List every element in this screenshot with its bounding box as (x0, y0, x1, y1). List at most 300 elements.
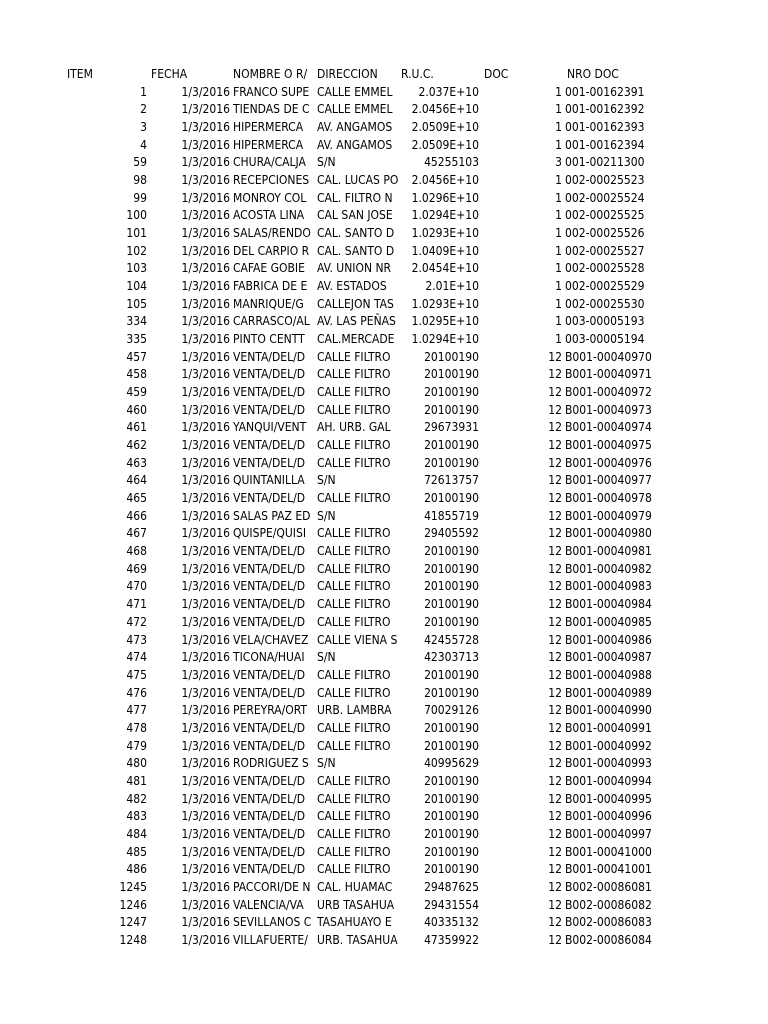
cell-ruc[interactable]: 20100190 (424, 349, 479, 364)
cell-direccion[interactable]: CALLE FILTRO (317, 614, 391, 629)
cell-nombre[interactable]: HIPERMERCA (233, 120, 304, 135)
cell-direccion[interactable]: CALLE FILTRO (317, 791, 391, 806)
cell-nro-doc[interactable]: 002-00025529 (565, 279, 645, 294)
cell-doc[interactable]: 12 (548, 703, 562, 718)
cell-fecha[interactable]: 1/3/2016 (181, 279, 230, 294)
cell-nombre[interactable]: QUISPE/QUISI (233, 526, 307, 541)
cell-fecha[interactable]: 1/3/2016 (181, 226, 230, 241)
cell-item[interactable]: 459 (126, 385, 147, 400)
cell-direccion[interactable]: CALLE FILTRO (317, 667, 391, 682)
cell-ruc[interactable]: 20100190 (424, 491, 479, 506)
cell-ruc[interactable]: 2.01E+10 (425, 279, 479, 294)
cell-nombre[interactable]: VELA/CHAVEZ (233, 632, 309, 647)
cell-nombre[interactable]: FABRICA DE E (233, 279, 308, 294)
cell-nombre[interactable]: VENTA/DEL/D (233, 491, 306, 506)
cell-doc[interactable]: 12 (548, 491, 562, 506)
cell-doc[interactable]: 1 (555, 261, 562, 276)
cell-ruc[interactable]: 41855719 (424, 508, 479, 523)
cell-nombre[interactable]: VENTA/DEL/D (233, 738, 306, 753)
cell-ruc[interactable]: 1.0295E+10 (411, 314, 479, 329)
cell-doc[interactable]: 1 (555, 296, 562, 311)
cell-ruc[interactable]: 20100190 (424, 597, 479, 612)
cell-direccion[interactable]: CALLE FILTRO (317, 773, 391, 788)
cell-item[interactable]: 2 (140, 102, 147, 117)
cell-direccion[interactable]: CALLE FILTRO (317, 579, 391, 594)
cell-nro-doc[interactable]: 002-00025527 (565, 243, 645, 258)
header-item[interactable]: ITEM (67, 67, 93, 81)
cell-nombre[interactable]: CAFAE GOBIE (233, 261, 305, 276)
cell-nro-doc[interactable]: B001-00040973 (565, 402, 652, 417)
cell-nro-doc[interactable]: B001-00040990 (565, 703, 652, 718)
cell-item[interactable]: 483 (126, 809, 147, 824)
cell-doc[interactable]: 12 (548, 932, 562, 947)
cell-nombre[interactable]: VENTA/DEL/D (233, 773, 306, 788)
cell-fecha[interactable]: 1/3/2016 (181, 190, 230, 205)
cell-doc[interactable]: 12 (548, 632, 562, 647)
cell-doc[interactable]: 12 (548, 508, 562, 523)
cell-direccion[interactable]: URB. LAMBRA (317, 703, 392, 718)
cell-ruc[interactable]: 47359922 (424, 932, 479, 947)
cell-nro-doc[interactable]: B001-00040971 (565, 367, 652, 382)
cell-ruc[interactable]: 20100190 (424, 791, 479, 806)
cell-ruc[interactable]: 1.0296E+10 (411, 190, 479, 205)
cell-nro-doc[interactable]: B001-00040974 (565, 420, 652, 435)
cell-ruc[interactable]: 20100190 (424, 367, 479, 382)
cell-item[interactable]: 104 (126, 279, 147, 294)
cell-nombre[interactable]: VENTA/DEL/D (233, 385, 306, 400)
cell-doc[interactable]: 3 (555, 155, 562, 170)
cell-nro-doc[interactable]: 002-00025528 (565, 261, 645, 276)
cell-doc[interactable]: 12 (548, 650, 562, 665)
cell-ruc[interactable]: 20100190 (424, 685, 479, 700)
cell-nro-doc[interactable]: 002-00025525 (565, 208, 645, 223)
cell-item[interactable]: 480 (126, 756, 147, 771)
cell-nro-doc[interactable]: B001-00040982 (565, 561, 652, 576)
cell-nombre[interactable]: VENTA/DEL/D (233, 561, 306, 576)
cell-direccion[interactable]: CALLE FILTRO (317, 862, 391, 877)
cell-item[interactable]: 1247 (119, 915, 147, 930)
cell-nombre[interactable]: TICONA/HUAI (233, 650, 305, 665)
cell-nro-doc[interactable]: B001-00040975 (565, 438, 652, 453)
cell-direccion[interactable]: CAL. FILTRO N (317, 190, 393, 205)
cell-item[interactable]: 4 (140, 137, 147, 152)
cell-ruc[interactable]: 2.037E+10 (418, 84, 479, 99)
cell-fecha[interactable]: 1/3/2016 (181, 296, 230, 311)
cell-doc[interactable]: 12 (548, 579, 562, 594)
cell-ruc[interactable]: 29405592 (424, 526, 479, 541)
cell-direccion[interactable]: CALLE FILTRO (317, 561, 391, 576)
cell-direccion[interactable]: CALLE VIENA S (317, 632, 398, 647)
header-ruc[interactable]: R.U.C. (401, 67, 434, 81)
cell-nombre[interactable]: VENTA/DEL/D (233, 349, 306, 364)
cell-item[interactable]: 463 (126, 455, 147, 470)
cell-item[interactable]: 102 (126, 243, 147, 258)
cell-nombre[interactable]: CHURA/CALJA (233, 155, 306, 170)
cell-ruc[interactable]: 45255103 (424, 155, 479, 170)
cell-ruc[interactable]: 2.0509E+10 (411, 120, 479, 135)
cell-doc[interactable]: 12 (548, 367, 562, 382)
cell-ruc[interactable]: 20100190 (424, 667, 479, 682)
cell-item[interactable]: 461 (126, 420, 147, 435)
cell-item[interactable]: 472 (126, 614, 147, 629)
cell-fecha[interactable]: 1/3/2016 (181, 349, 230, 364)
cell-direccion[interactable]: URB TASAHUA (317, 897, 395, 912)
cell-doc[interactable]: 1 (555, 208, 562, 223)
cell-nro-doc[interactable]: B001-00040986 (565, 632, 652, 647)
cell-fecha[interactable]: 1/3/2016 (181, 862, 230, 877)
cell-doc[interactable]: 12 (548, 667, 562, 682)
cell-fecha[interactable]: 1/3/2016 (181, 402, 230, 417)
cell-item[interactable]: 100 (126, 208, 147, 223)
cell-nombre[interactable]: VENTA/DEL/D (233, 862, 306, 877)
cell-nro-doc[interactable]: 002-00025524 (565, 190, 645, 205)
cell-ruc[interactable]: 2.0509E+10 (411, 137, 479, 152)
cell-item[interactable]: 334 (126, 314, 147, 329)
cell-nombre[interactable]: VENTA/DEL/D (233, 455, 306, 470)
cell-ruc[interactable]: 20100190 (424, 455, 479, 470)
cell-direccion[interactable]: CALLE FILTRO (317, 385, 391, 400)
cell-nombre[interactable]: VENTA/DEL/D (233, 667, 306, 682)
cell-nro-doc[interactable]: B002-00086082 (565, 897, 652, 912)
cell-nro-doc[interactable]: B001-00040996 (565, 809, 652, 824)
header-nombre[interactable]: NOMBRE O R/ (233, 67, 308, 81)
cell-ruc[interactable]: 40995629 (424, 756, 479, 771)
cell-nombre[interactable]: VENTA/DEL/D (233, 809, 306, 824)
cell-doc[interactable]: 12 (548, 455, 562, 470)
cell-fecha[interactable]: 1/3/2016 (181, 597, 230, 612)
cell-item[interactable]: 457 (126, 349, 147, 364)
cell-direccion[interactable]: CAL. SANTO D (317, 226, 395, 241)
cell-fecha[interactable]: 1/3/2016 (181, 614, 230, 629)
cell-nro-doc[interactable]: 003-00005193 (565, 314, 645, 329)
cell-nro-doc[interactable]: B001-00040985 (565, 614, 652, 629)
cell-nombre[interactable]: SALAS PAZ ED (233, 508, 311, 523)
cell-fecha[interactable]: 1/3/2016 (181, 544, 230, 559)
cell-fecha[interactable]: 1/3/2016 (181, 826, 230, 841)
cell-doc[interactable]: 12 (548, 809, 562, 824)
cell-direccion[interactable]: CALLE FILTRO (317, 720, 391, 735)
cell-direccion[interactable]: CALLE EMMEL (317, 102, 393, 117)
cell-doc[interactable]: 12 (548, 526, 562, 541)
cell-item[interactable]: 460 (126, 402, 147, 417)
cell-fecha[interactable]: 1/3/2016 (181, 650, 230, 665)
cell-nro-doc[interactable]: B002-00086083 (565, 915, 652, 930)
cell-nro-doc[interactable]: 001-00211300 (565, 155, 645, 170)
cell-direccion[interactable]: CALLE FILTRO (317, 438, 391, 453)
cell-nombre[interactable]: VENTA/DEL/D (233, 402, 306, 417)
cell-nombre[interactable]: VENTA/DEL/D (233, 579, 306, 594)
cell-item[interactable]: 1248 (119, 932, 147, 947)
cell-direccion[interactable]: CALLE FILTRO (317, 544, 391, 559)
cell-ruc[interactable]: 29431554 (424, 897, 479, 912)
cell-nombre[interactable]: RODRIGUEZ S (233, 756, 309, 771)
cell-ruc[interactable]: 1.0293E+10 (411, 296, 479, 311)
cell-nombre[interactable]: VILLAFUERTE/ (233, 932, 308, 947)
cell-nombre[interactable]: RECEPCIONES (233, 173, 310, 188)
cell-direccion[interactable]: CALLE FILTRO (317, 809, 391, 824)
cell-item[interactable]: 467 (126, 526, 147, 541)
cell-nro-doc[interactable]: 002-00025530 (565, 296, 645, 311)
cell-ruc[interactable]: 42303713 (424, 650, 479, 665)
cell-direccion[interactable]: CALLE FILTRO (317, 738, 391, 753)
cell-doc[interactable]: 1 (555, 243, 562, 258)
cell-item[interactable]: 1 (140, 84, 147, 99)
cell-nombre[interactable]: SALAS/RENDO (233, 226, 311, 241)
cell-ruc[interactable]: 1.0293E+10 (411, 226, 479, 241)
cell-ruc[interactable]: 1.0409E+10 (411, 243, 479, 258)
cell-ruc[interactable]: 20100190 (424, 561, 479, 576)
cell-nombre[interactable]: VENTA/DEL/D (233, 685, 306, 700)
cell-nombre[interactable]: MANRIQUE/G (233, 296, 304, 311)
cell-ruc[interactable]: 20100190 (424, 720, 479, 735)
cell-nro-doc[interactable]: B002-00086084 (565, 932, 652, 947)
cell-nro-doc[interactable]: 003-00005194 (565, 332, 645, 347)
cell-fecha[interactable]: 1/3/2016 (181, 367, 230, 382)
cell-nombre[interactable]: VENTA/DEL/D (233, 544, 306, 559)
cell-fecha[interactable]: 1/3/2016 (181, 314, 230, 329)
cell-doc[interactable]: 1 (555, 190, 562, 205)
cell-nombre[interactable]: FRANCO SUPE (233, 84, 310, 99)
cell-item[interactable]: 476 (126, 685, 147, 700)
cell-direccion[interactable]: S/N (317, 155, 336, 170)
cell-item[interactable]: 99 (133, 190, 147, 205)
cell-direccion[interactable]: S/N (317, 756, 336, 771)
cell-ruc[interactable]: 20100190 (424, 738, 479, 753)
cell-ruc[interactable]: 20100190 (424, 862, 479, 877)
cell-doc[interactable]: 12 (548, 402, 562, 417)
cell-nro-doc[interactable]: B001-00040993 (565, 756, 652, 771)
cell-fecha[interactable]: 1/3/2016 (181, 155, 230, 170)
cell-nombre[interactable]: VENTA/DEL/D (233, 438, 306, 453)
cell-fecha[interactable]: 1/3/2016 (181, 791, 230, 806)
cell-ruc[interactable]: 20100190 (424, 844, 479, 859)
cell-nro-doc[interactable]: B001-00040987 (565, 650, 652, 665)
cell-item[interactable]: 458 (126, 367, 147, 382)
cell-direccion[interactable]: CALLEJON TAS (317, 296, 394, 311)
cell-nro-doc[interactable]: B001-00040972 (565, 385, 652, 400)
cell-item[interactable]: 475 (126, 667, 147, 682)
cell-nro-doc[interactable]: B001-00041001 (565, 862, 652, 877)
cell-doc[interactable]: 12 (548, 685, 562, 700)
cell-item[interactable]: 101 (126, 226, 147, 241)
cell-nombre[interactable]: VENTA/DEL/D (233, 826, 306, 841)
cell-item[interactable]: 335 (126, 332, 147, 347)
cell-ruc[interactable]: 70029126 (424, 703, 479, 718)
cell-fecha[interactable]: 1/3/2016 (181, 208, 230, 223)
cell-doc[interactable]: 1 (555, 279, 562, 294)
cell-ruc[interactable]: 20100190 (424, 809, 479, 824)
cell-fecha[interactable]: 1/3/2016 (181, 756, 230, 771)
cell-direccion[interactable]: CAL. SANTO D (317, 243, 395, 258)
cell-fecha[interactable]: 1/3/2016 (181, 561, 230, 576)
cell-doc[interactable]: 12 (548, 773, 562, 788)
cell-doc[interactable]: 12 (548, 915, 562, 930)
cell-fecha[interactable]: 1/3/2016 (181, 720, 230, 735)
cell-nombre[interactable]: VENTA/DEL/D (233, 844, 306, 859)
cell-item[interactable]: 486 (126, 862, 147, 877)
cell-ruc[interactable]: 20100190 (424, 579, 479, 594)
cell-nro-doc[interactable]: B001-00040979 (565, 508, 652, 523)
cell-direccion[interactable]: CALLE FILTRO (317, 844, 391, 859)
cell-fecha[interactable]: 1/3/2016 (181, 332, 230, 347)
cell-direccion[interactable]: CALLE FILTRO (317, 367, 391, 382)
cell-nro-doc[interactable]: 002-00025523 (565, 173, 645, 188)
cell-nombre[interactable]: VENTA/DEL/D (233, 791, 306, 806)
cell-fecha[interactable]: 1/3/2016 (181, 632, 230, 647)
cell-ruc[interactable]: 20100190 (424, 614, 479, 629)
cell-item[interactable]: 482 (126, 791, 147, 806)
cell-direccion[interactable]: CALLE FILTRO (317, 526, 391, 541)
cell-direccion[interactable]: CALLE EMMEL (317, 84, 393, 99)
cell-fecha[interactable]: 1/3/2016 (181, 261, 230, 276)
header-direccion[interactable]: DIRECCION (317, 67, 378, 81)
cell-nro-doc[interactable]: B001-00040978 (565, 491, 652, 506)
cell-doc[interactable]: 1 (555, 102, 562, 117)
cell-nro-doc[interactable]: 002-00025526 (565, 226, 645, 241)
cell-doc[interactable]: 12 (548, 844, 562, 859)
cell-item[interactable]: 465 (126, 491, 147, 506)
cell-item[interactable]: 98 (133, 173, 147, 188)
cell-direccion[interactable]: CALLE FILTRO (317, 402, 391, 417)
cell-doc[interactable]: 12 (548, 826, 562, 841)
cell-nro-doc[interactable]: B001-00040992 (565, 738, 652, 753)
cell-direccion[interactable]: CALLE FILTRO (317, 349, 391, 364)
cell-fecha[interactable]: 1/3/2016 (181, 173, 230, 188)
cell-fecha[interactable]: 1/3/2016 (181, 385, 230, 400)
cell-item[interactable]: 462 (126, 438, 147, 453)
header-doc[interactable]: DOC (484, 67, 509, 81)
cell-ruc[interactable]: 2.0454E+10 (411, 261, 479, 276)
cell-direccion[interactable]: CALLE FILTRO (317, 455, 391, 470)
cell-fecha[interactable]: 1/3/2016 (181, 137, 230, 152)
cell-doc[interactable]: 12 (548, 420, 562, 435)
cell-ruc[interactable]: 20100190 (424, 402, 479, 417)
cell-doc[interactable]: 12 (548, 738, 562, 753)
cell-nro-doc[interactable]: 001-00162394 (565, 137, 645, 152)
cell-nombre[interactable]: MONROY COL (233, 190, 307, 205)
cell-doc[interactable]: 12 (548, 862, 562, 877)
cell-nombre[interactable]: PEREYRA/ORT (233, 703, 307, 718)
cell-fecha[interactable]: 1/3/2016 (181, 738, 230, 753)
cell-fecha[interactable]: 1/3/2016 (181, 102, 230, 117)
cell-fecha[interactable]: 1/3/2016 (181, 491, 230, 506)
cell-doc[interactable]: 12 (548, 544, 562, 559)
cell-nombre[interactable]: YANQUI/VENT (233, 420, 307, 435)
cell-fecha[interactable]: 1/3/2016 (181, 455, 230, 470)
cell-fecha[interactable]: 1/3/2016 (181, 703, 230, 718)
cell-nro-doc[interactable]: 001-00162391 (565, 84, 645, 99)
cell-fecha[interactable]: 1/3/2016 (181, 84, 230, 99)
cell-nro-doc[interactable]: B001-00040989 (565, 685, 652, 700)
cell-direccion[interactable]: S/N (317, 650, 336, 665)
cell-direccion[interactable]: S/N (317, 473, 336, 488)
cell-nro-doc[interactable]: B001-00040991 (565, 720, 652, 735)
cell-doc[interactable]: 12 (548, 897, 562, 912)
cell-direccion[interactable]: AV. ESTADOS (317, 279, 387, 294)
cell-ruc[interactable]: 72613757 (424, 473, 479, 488)
cell-direccion[interactable]: AV. LAS PEÑAS (317, 314, 396, 329)
cell-item[interactable]: 103 (126, 261, 147, 276)
cell-direccion[interactable]: CAL SAN JOSE (317, 208, 393, 223)
cell-item[interactable]: 1246 (119, 897, 147, 912)
cell-fecha[interactable]: 1/3/2016 (181, 773, 230, 788)
cell-nro-doc[interactable]: B001-00040995 (565, 791, 652, 806)
cell-ruc[interactable]: 20100190 (424, 438, 479, 453)
cell-fecha[interactable]: 1/3/2016 (181, 915, 230, 930)
cell-ruc[interactable]: 42455728 (424, 632, 479, 647)
cell-ruc[interactable]: 20100190 (424, 544, 479, 559)
cell-item[interactable]: 478 (126, 720, 147, 735)
cell-direccion[interactable]: CAL. LUCAS PO (317, 173, 399, 188)
cell-item[interactable]: 3 (140, 120, 147, 135)
cell-fecha[interactable]: 1/3/2016 (181, 667, 230, 682)
cell-ruc[interactable]: 29673931 (424, 420, 479, 435)
cell-nro-doc[interactable]: B001-00040997 (565, 826, 652, 841)
cell-doc[interactable]: 12 (548, 879, 562, 894)
cell-doc[interactable]: 1 (555, 120, 562, 135)
cell-direccion[interactable]: CALLE FILTRO (317, 826, 391, 841)
cell-doc[interactable]: 12 (548, 614, 562, 629)
cell-nombre[interactable]: PINTO CENTT (233, 332, 305, 347)
cell-fecha[interactable]: 1/3/2016 (181, 932, 230, 947)
cell-direccion[interactable]: CAL.MERCADE (317, 332, 395, 347)
cell-direccion[interactable]: AV. ANGAMOS (317, 120, 393, 135)
cell-item[interactable]: 1245 (119, 879, 147, 894)
cell-direccion[interactable]: CALLE FILTRO (317, 597, 391, 612)
cell-nombre[interactable]: VALENCIA/VA (233, 897, 304, 912)
cell-fecha[interactable]: 1/3/2016 (181, 120, 230, 135)
cell-item[interactable]: 479 (126, 738, 147, 753)
cell-nombre[interactable]: VENTA/DEL/D (233, 720, 306, 735)
cell-direccion[interactable]: AV. ANGAMOS (317, 137, 393, 152)
cell-nro-doc[interactable]: B001-00040981 (565, 544, 652, 559)
cell-nombre[interactable]: VENTA/DEL/D (233, 597, 306, 612)
cell-direccion[interactable]: AV. UNION NR (317, 261, 392, 276)
cell-direccion[interactable]: TASAHUAYO E (317, 915, 392, 930)
cell-doc[interactable]: 12 (548, 349, 562, 364)
header-fecha[interactable]: FECHA (151, 67, 188, 81)
cell-direccion[interactable]: CAL. HUAMAC (317, 879, 393, 894)
cell-doc[interactable]: 12 (548, 756, 562, 771)
cell-doc[interactable]: 1 (555, 137, 562, 152)
cell-doc[interactable]: 1 (555, 314, 562, 329)
cell-nro-doc[interactable]: B001-00040977 (565, 473, 652, 488)
cell-nombre[interactable]: SEVILLANOS C (233, 915, 312, 930)
cell-ruc[interactable]: 20100190 (424, 773, 479, 788)
cell-nro-doc[interactable]: B001-00040994 (565, 773, 652, 788)
cell-ruc[interactable]: 40335132 (424, 915, 479, 930)
cell-fecha[interactable]: 1/3/2016 (181, 579, 230, 594)
cell-nro-doc[interactable]: B001-00040983 (565, 579, 652, 594)
cell-nombre[interactable]: QUINTANILLA (233, 473, 305, 488)
cell-item[interactable]: 484 (126, 826, 147, 841)
cell-item[interactable]: 474 (126, 650, 147, 665)
cell-direccion[interactable]: URB. TASAHUA (317, 932, 398, 947)
cell-ruc[interactable]: 20100190 (424, 826, 479, 841)
cell-doc[interactable]: 12 (548, 473, 562, 488)
cell-nombre[interactable]: VENTA/DEL/D (233, 367, 306, 382)
cell-fecha[interactable]: 1/3/2016 (181, 879, 230, 894)
cell-doc[interactable]: 12 (548, 561, 562, 576)
cell-item[interactable]: 485 (126, 844, 147, 859)
cell-direccion[interactable]: CALLE FILTRO (317, 685, 391, 700)
header-nro-doc[interactable]: NRO DOC (567, 67, 619, 81)
cell-nro-doc[interactable]: B001-00040970 (565, 349, 652, 364)
cell-fecha[interactable]: 1/3/2016 (181, 473, 230, 488)
cell-fecha[interactable]: 1/3/2016 (181, 420, 230, 435)
cell-doc[interactable]: 1 (555, 332, 562, 347)
cell-item[interactable]: 481 (126, 773, 147, 788)
